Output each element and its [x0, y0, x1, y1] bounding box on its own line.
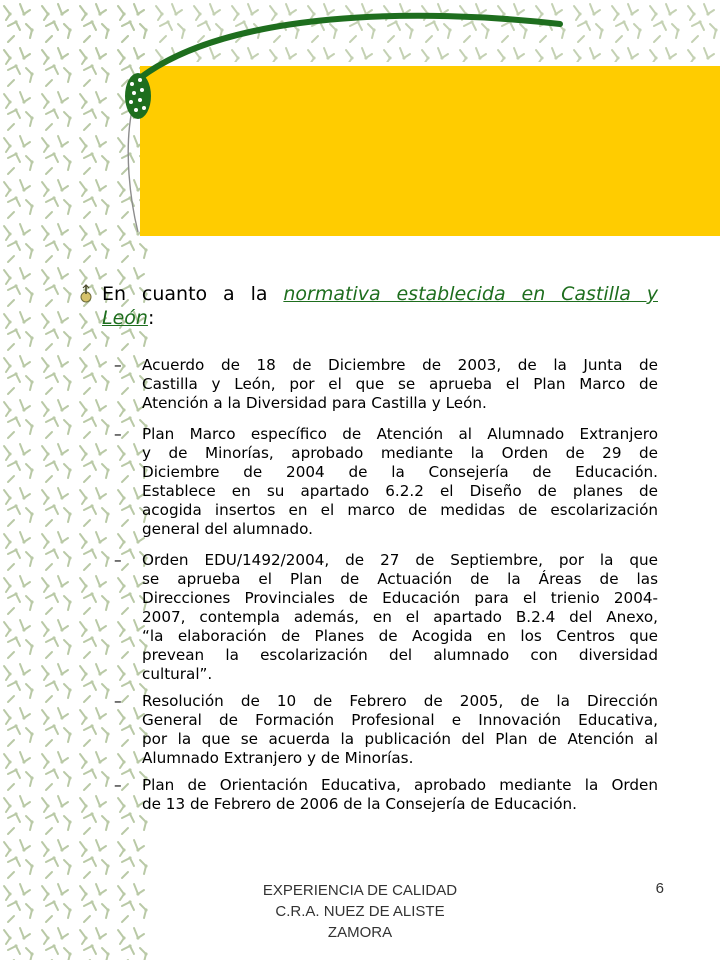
heading-line-2	[102, 306, 154, 330]
heading-line-1	[102, 282, 658, 306]
list-dash: –	[114, 425, 122, 443]
text-line: Acuerdo de 18 de Diciembre de 2003, de la Junta de	[142, 356, 658, 374]
text-line: “la elaboración de Planes de Acogida en los Centros que	[142, 627, 658, 645]
text-line: Direcciones Provinciales de Educación para el trienio 2004-	[142, 589, 658, 607]
list-item-text	[142, 551, 658, 684]
text-line: Plan de Orientación Educativa, aprobado mediante la Orden	[142, 776, 658, 794]
text-line: y de Minorías, aprobado mediante la Orden de 29 de	[142, 444, 658, 462]
list-item-text	[142, 692, 658, 768]
heading-link-text[interactable]: normativa establecida en Castilla y	[283, 283, 658, 305]
text-line: Resolución de 10 de Febrero de 2005, de la Dirección	[142, 692, 658, 710]
list-dash: –	[114, 776, 122, 794]
text-line: prevean la escolarización del alumnado con diversidad	[142, 646, 658, 664]
text-line: acogida insertos en el marco de medidas de escolarización	[142, 501, 658, 519]
list-dash: –	[114, 356, 122, 374]
heading-link-text-continued[interactable]: León	[102, 307, 148, 329]
list-dash: –	[114, 692, 122, 710]
text-line: cultural”.	[142, 665, 213, 683]
text-line: 2007, contempla además, en el apartado B.2.4 del Anexo,	[142, 608, 658, 626]
text-line: Atención a la Diversidad para Castilla y León.	[142, 394, 487, 412]
footer-line: C.R.A. NUEZ DE ALISTE	[275, 903, 445, 920]
text-line: general del alumnado.	[142, 520, 313, 538]
text-line: General de Formación Profesional e Innovación Educativa,	[142, 711, 658, 729]
heading-suffix: :	[147, 307, 155, 329]
text-line: de 13 de Febrero de 2006 de la Consejería de Educación.	[142, 795, 577, 813]
text-line: por la que se acuerda la publicación del Plan de Atención al	[142, 730, 658, 748]
list-item-text	[142, 776, 658, 814]
text-line: se aprueba el Plan de Actuación de la Áreas de las	[142, 570, 658, 588]
text-line: Castilla y León, por el que se aprueba el Plan Marco de	[142, 375, 658, 393]
list-item-text	[142, 356, 658, 413]
heading-prefix: En cuanto a la	[102, 283, 284, 305]
footer-credits	[240, 880, 480, 943]
footer-line: ZAMORA	[327, 924, 393, 941]
text-line: Orden EDU/1492/2004, de 27 de Septiembre, por la que	[142, 551, 658, 569]
list-dash: –	[114, 551, 122, 569]
page-number: 6	[655, 880, 664, 897]
text-line: Plan Marco específico de Atención al Alumnado Extranjero	[142, 425, 658, 443]
text-line: Establece en su apartado 6.2.2 el Diseño de planes de	[142, 482, 658, 500]
text-line: Diciembre de 2004 de la Consejería de Educación.	[142, 463, 658, 481]
pen-nib-bullet-icon	[76, 284, 96, 304]
footer-line: EXPERIENCIA DE CALIDAD	[262, 882, 458, 899]
text-line: Alumnado Extranjero y de Minorías.	[142, 749, 414, 767]
list-item-text	[142, 425, 658, 539]
